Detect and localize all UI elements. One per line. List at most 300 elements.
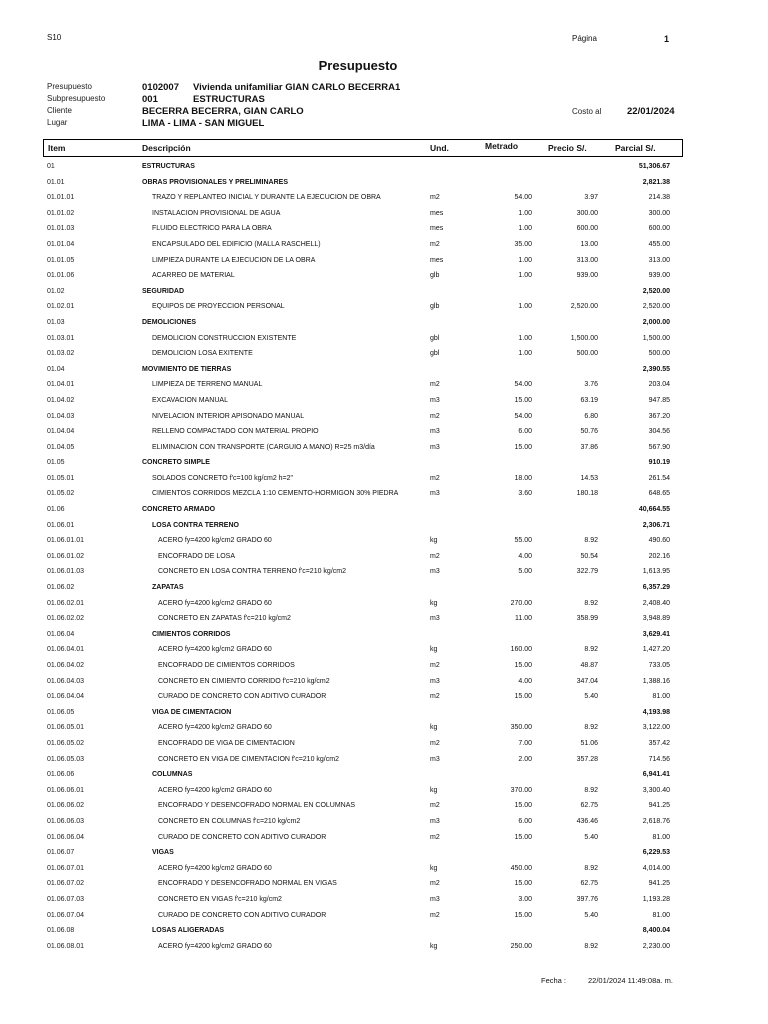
table-row bbox=[0, 815, 768, 831]
item-precio: 357.28 bbox=[576, 755, 598, 763]
item-code: 01.06.06.04 bbox=[47, 833, 84, 841]
table-row bbox=[0, 394, 768, 410]
item-metrado: 18.00 bbox=[514, 474, 532, 482]
item-unit: m3 bbox=[430, 428, 440, 436]
item-precio: 62.75 bbox=[580, 802, 598, 810]
item-parcial: 81.00 bbox=[652, 833, 670, 841]
table-row bbox=[0, 300, 768, 316]
item-code: 01.04.02 bbox=[47, 396, 75, 404]
item-description: OBRAS PROVISIONALES Y PRELIMINARES bbox=[142, 178, 288, 186]
table-row bbox=[0, 628, 768, 644]
item-precio: 500.00 bbox=[576, 350, 598, 358]
table-header bbox=[43, 139, 683, 157]
col-precio: Precio S/. bbox=[548, 143, 587, 153]
item-code: 01.04.04 bbox=[47, 428, 75, 436]
item-metrado: 6.00 bbox=[518, 817, 532, 825]
item-code: 01.06.05.03 bbox=[47, 755, 84, 763]
item-description: CURADO DE CONCRETO CON ADITIVO CURADOR bbox=[158, 693, 327, 701]
item-unit: m3 bbox=[430, 615, 440, 623]
item-parcial: 714.56 bbox=[648, 755, 670, 763]
item-parcial: 733.05 bbox=[648, 662, 670, 669]
item-parcial: 939.00 bbox=[648, 272, 670, 280]
item-unit: kg bbox=[430, 786, 438, 794]
item-code: 01.01 bbox=[47, 178, 65, 186]
item-metrado: 3.00 bbox=[518, 895, 532, 903]
item-description: ENCOFRADO Y DESENCOFRADO NORMAL EN COLUMNAS bbox=[158, 802, 356, 810]
item-code: 01.06.04.03 bbox=[47, 677, 84, 685]
table-row bbox=[0, 410, 768, 426]
item-unit: glb bbox=[430, 303, 440, 311]
table-row bbox=[0, 893, 768, 909]
item-metrado: 450.00 bbox=[510, 864, 532, 872]
item-code: 01.06.07.04 bbox=[47, 911, 84, 919]
item-description: ESTRUCTURAS bbox=[142, 163, 195, 170]
item-unit: mes bbox=[430, 256, 444, 264]
item-description: ENCOFRADO DE LOSA bbox=[158, 552, 236, 560]
cliente-label: Cliente bbox=[47, 106, 72, 115]
col-descripcion: Descripción bbox=[142, 143, 191, 153]
item-parcial: 2,230.00 bbox=[642, 942, 670, 950]
table-row bbox=[0, 784, 768, 800]
item-metrado: 4.00 bbox=[518, 552, 532, 560]
item-code: 01.06.07.02 bbox=[47, 880, 84, 888]
item-parcial: 455.00 bbox=[648, 240, 670, 248]
item-parcial: 1,613.95 bbox=[642, 568, 670, 576]
item-parcial: 4,193.98 bbox=[642, 708, 670, 716]
table-row bbox=[0, 909, 768, 925]
item-precio: 397.76 bbox=[576, 895, 598, 903]
item-parcial: 357.42 bbox=[648, 739, 670, 747]
table-row bbox=[0, 378, 768, 394]
item-unit: m3 bbox=[430, 677, 440, 685]
table-row bbox=[0, 222, 768, 238]
item-description: SEGURIDAD bbox=[142, 287, 185, 295]
item-precio: 436.46 bbox=[576, 817, 598, 825]
item-description: CONCRETO EN LOSA CONTRA TERRENO f'c=210 kg/cm2 bbox=[158, 568, 346, 576]
item-unit: m2 bbox=[430, 412, 440, 420]
item-parcial: 214.38 bbox=[648, 194, 670, 202]
item-description: ACARREO DE MATERIAL bbox=[152, 272, 235, 280]
item-parcial: 2,000.00 bbox=[642, 318, 670, 326]
item-code: 01.06.06.02 bbox=[47, 802, 84, 810]
table-row bbox=[0, 285, 768, 301]
table-row bbox=[0, 160, 768, 176]
item-precio: 358.99 bbox=[576, 615, 598, 623]
table-row bbox=[0, 737, 768, 753]
item-description: EXCAVACION MANUAL bbox=[152, 396, 228, 404]
item-unit: gbl bbox=[430, 350, 440, 358]
item-metrado: 2.00 bbox=[518, 755, 532, 763]
item-metrado: 11.00 bbox=[515, 615, 532, 623]
item-code: 01.06.07 bbox=[47, 849, 75, 857]
item-code: 01.06.04.01 bbox=[47, 646, 84, 654]
item-description: DEMOLICION LOSA EXITENTE bbox=[152, 350, 253, 358]
item-description: CONCRETO EN VIGAS f'c=210 kg/cm2 bbox=[158, 895, 282, 903]
item-parcial: 500.00 bbox=[648, 350, 670, 358]
item-parcial: 40,664.55 bbox=[638, 506, 670, 514]
item-unit: m2 bbox=[430, 194, 440, 202]
item-code: 01.06.08.01 bbox=[47, 942, 84, 950]
item-precio: 8.92 bbox=[584, 864, 598, 872]
item-parcial: 202.16 bbox=[648, 552, 670, 560]
item-unit: m2 bbox=[430, 381, 440, 389]
table-row bbox=[0, 862, 768, 878]
table-row bbox=[0, 363, 768, 379]
item-description: ENCOFRADO DE CIMIENTOS CORRIDOS bbox=[158, 662, 295, 669]
item-parcial: 3,122.00 bbox=[642, 724, 670, 732]
item-parcial: 2,306.71 bbox=[642, 521, 670, 529]
item-unit: m3 bbox=[430, 443, 440, 451]
item-metrado: 1.00 bbox=[518, 225, 532, 233]
item-unit: m2 bbox=[430, 802, 440, 810]
item-unit: mes bbox=[430, 209, 444, 217]
table-row bbox=[0, 176, 768, 192]
item-code: 01.02.01 bbox=[47, 303, 75, 311]
item-metrado: 5.00 bbox=[518, 568, 532, 576]
table-row bbox=[0, 753, 768, 769]
item-unit: m3 bbox=[430, 817, 440, 825]
table-row bbox=[0, 721, 768, 737]
item-unit: m2 bbox=[430, 880, 440, 888]
item-code: 01.06.04.02 bbox=[47, 662, 84, 669]
item-precio: 13.00 bbox=[580, 240, 598, 248]
item-unit: m3 bbox=[430, 396, 440, 404]
item-description: LIMPIEZA DURANTE LA EJECUCION DE LA OBRA bbox=[152, 256, 316, 264]
item-code: 01.06.01.02 bbox=[47, 552, 84, 560]
item-code: 01.03 bbox=[47, 318, 65, 326]
item-metrado: 270.00 bbox=[510, 599, 532, 607]
item-unit: kg bbox=[430, 599, 438, 607]
page-number: 1 bbox=[664, 34, 670, 44]
item-description: CURADO DE CONCRETO CON ADITIVO CURADOR bbox=[158, 833, 327, 841]
item-metrado: 350.00 bbox=[510, 724, 532, 732]
item-description: ACERO fy=4200 kg/cm2 GRADO 60 bbox=[158, 786, 272, 794]
item-description: LOSA CONTRA TERRENO bbox=[152, 521, 239, 529]
item-unit: m3 bbox=[430, 755, 440, 763]
col-metrado: Metrado bbox=[485, 141, 519, 151]
item-code: 01.06.06.01 bbox=[47, 786, 84, 794]
item-metrado: 1.00 bbox=[518, 272, 532, 280]
presupuesto-code: 0102007 bbox=[142, 82, 179, 93]
item-precio: 63.19 bbox=[580, 396, 598, 404]
item-description: NIVELACION INTERIOR APISONADO MANUAL bbox=[152, 412, 305, 420]
table-row bbox=[0, 316, 768, 332]
item-precio: 8.92 bbox=[584, 724, 598, 732]
item-parcial: 367.20 bbox=[648, 412, 670, 420]
table-row bbox=[0, 456, 768, 472]
presupuesto-label: Presupuesto bbox=[47, 82, 92, 91]
item-metrado: 15.00 bbox=[514, 396, 532, 404]
col-item: Item bbox=[48, 143, 66, 153]
item-parcial: 2,520.00 bbox=[642, 287, 670, 295]
item-precio: 51.06 bbox=[580, 739, 598, 747]
item-description: ACERO fy=4200 kg/cm2 GRADO 60 bbox=[158, 724, 272, 732]
table-row bbox=[0, 768, 768, 784]
item-precio: 5.40 bbox=[584, 693, 598, 701]
table-row bbox=[0, 534, 768, 550]
item-metrado: 7.00 bbox=[518, 739, 532, 747]
subpresupuesto-label: Subpresupuesto bbox=[47, 94, 106, 103]
item-metrado: 250.00 bbox=[510, 942, 532, 950]
table-row bbox=[0, 612, 768, 628]
item-unit: m2 bbox=[430, 474, 440, 482]
item-unit: m3 bbox=[430, 568, 440, 576]
item-precio: 5.40 bbox=[584, 833, 598, 841]
item-code: 01.06.07.03 bbox=[47, 895, 84, 903]
item-description: ENCOFRADO DE VIGA DE CIMENTACION bbox=[158, 739, 295, 747]
item-precio: 48.87 bbox=[580, 662, 598, 669]
item-parcial: 2,390.55 bbox=[642, 365, 670, 373]
costo-label: Costo al bbox=[572, 107, 602, 116]
item-description: CONCRETO EN CIMIENTO CORRIDO f'c=210 kg/cm2 bbox=[158, 677, 330, 685]
item-description: INSTALACION PROVISIONAL DE AGUA bbox=[152, 209, 281, 217]
item-precio: 8.92 bbox=[584, 786, 598, 794]
item-code: 01.01.05 bbox=[47, 256, 75, 264]
item-description: LIMPIEZA DE TERRENO MANUAL bbox=[152, 381, 263, 389]
item-precio: 14.53 bbox=[580, 474, 598, 482]
item-description: ELIMINACION CON TRANSPORTE (CARGUIO A MANO) R=25 m3/día bbox=[152, 443, 375, 451]
item-description: FLUIDO ELECTRICO PARA LA OBRA bbox=[152, 225, 272, 233]
table-row bbox=[0, 503, 768, 519]
item-unit: gbl bbox=[430, 334, 440, 342]
item-parcial: 51,306.67 bbox=[638, 163, 670, 170]
table-row bbox=[0, 597, 768, 613]
item-parcial: 941.25 bbox=[648, 880, 670, 888]
table-row bbox=[0, 706, 768, 722]
item-description: CONCRETO ARMADO bbox=[142, 506, 216, 514]
table-row bbox=[0, 675, 768, 691]
cliente-value: BECERRA BECERRA, GIAN CARLO bbox=[142, 106, 304, 117]
item-unit: m2 bbox=[430, 693, 440, 701]
item-description: RELLENO COMPACTADO CON MATERIAL PROPIO bbox=[152, 428, 319, 436]
item-metrado: 1.00 bbox=[518, 209, 532, 217]
item-code: 01.01.01 bbox=[47, 194, 75, 202]
item-description: CIMIENTOS CORRIDOS MEZCLA 1:10 CEMENTO-HORMIGON 30% PIEDRA bbox=[152, 490, 399, 498]
item-parcial: 2,520.00 bbox=[642, 303, 670, 311]
lugar-value: LIMA - LIMA - SAN MIGUEL bbox=[142, 118, 265, 129]
item-precio: 600.00 bbox=[576, 225, 598, 233]
col-und: Und. bbox=[430, 143, 449, 153]
item-precio: 322.79 bbox=[576, 568, 598, 576]
item-unit: m2 bbox=[430, 240, 440, 248]
item-code: 01.02 bbox=[47, 287, 65, 295]
item-metrado: 160.00 bbox=[510, 646, 532, 654]
item-metrado: 15.00 bbox=[514, 662, 532, 669]
item-code: 01.04.01 bbox=[47, 381, 75, 389]
item-precio: 300.00 bbox=[576, 209, 598, 217]
item-code: 01.05.01 bbox=[47, 474, 75, 482]
table-row bbox=[0, 581, 768, 597]
report-code: S10 bbox=[47, 33, 62, 42]
item-code: 01.01.02 bbox=[47, 209, 75, 217]
item-precio: 180.18 bbox=[576, 490, 598, 498]
table-row bbox=[0, 940, 768, 956]
item-parcial: 6,229.53 bbox=[642, 849, 670, 857]
item-metrado: 15.00 bbox=[514, 911, 532, 919]
item-metrado: 1.00 bbox=[518, 334, 532, 342]
item-code: 01.04 bbox=[47, 365, 65, 373]
item-unit: m3 bbox=[430, 895, 440, 903]
table-row bbox=[0, 269, 768, 285]
item-parcial: 6,941.41 bbox=[642, 771, 670, 779]
page-label: Página bbox=[572, 34, 597, 43]
item-unit: m2 bbox=[430, 739, 440, 747]
item-description: CONCRETO SIMPLE bbox=[142, 459, 210, 467]
item-description: COLUMNAS bbox=[152, 771, 193, 779]
item-parcial: 2,821.38 bbox=[642, 178, 670, 186]
item-code: 01.06.05.02 bbox=[47, 739, 84, 747]
item-code: 01.06.05 bbox=[47, 708, 75, 716]
item-code: 01.06.05.01 bbox=[47, 724, 84, 732]
item-metrado: 54.00 bbox=[514, 194, 532, 202]
table-row bbox=[0, 441, 768, 457]
item-parcial: 81.00 bbox=[652, 693, 670, 701]
table-row bbox=[0, 487, 768, 503]
item-code: 01.06.01.01 bbox=[47, 537, 84, 545]
item-metrado: 15.00 bbox=[514, 802, 532, 810]
item-parcial: 3,629.41 bbox=[642, 630, 670, 638]
item-code: 01.05 bbox=[47, 459, 65, 467]
item-code: 01.05.02 bbox=[47, 490, 75, 498]
item-metrado: 3.60 bbox=[518, 490, 532, 498]
item-description: DEMOLICIONES bbox=[142, 318, 197, 326]
item-code: 01.06.02.01 bbox=[47, 599, 84, 607]
item-metrado: 4.00 bbox=[518, 677, 532, 685]
item-precio: 1,500.00 bbox=[570, 334, 598, 342]
item-precio: 8.92 bbox=[584, 537, 598, 545]
item-description: LOSAS ALIGERADAS bbox=[152, 927, 225, 935]
table-row bbox=[0, 191, 768, 207]
item-precio: 62.75 bbox=[580, 880, 598, 888]
item-parcial: 567.90 bbox=[648, 443, 670, 451]
lugar-label: Lugar bbox=[47, 118, 68, 127]
item-unit: kg bbox=[430, 942, 438, 950]
item-description: CONCRETO EN VIGA DE CIMENTACION f'c=210 kg/cm2 bbox=[158, 755, 339, 763]
item-parcial: 2,408.40 bbox=[642, 599, 670, 607]
table-row bbox=[0, 690, 768, 706]
item-description: ACERO fy=4200 kg/cm2 GRADO 60 bbox=[158, 942, 272, 950]
item-parcial: 648.65 bbox=[648, 490, 670, 498]
item-code: 01.06.02 bbox=[47, 584, 75, 592]
item-unit: glb bbox=[430, 272, 440, 280]
item-parcial: 8,400.04 bbox=[642, 927, 670, 935]
item-unit: m2 bbox=[430, 662, 440, 669]
item-parcial: 6,357.29 bbox=[642, 584, 670, 592]
item-metrado: 15.00 bbox=[514, 443, 532, 451]
item-description: DEMOLICION CONSTRUCCION EXISTENTE bbox=[152, 334, 297, 342]
item-precio: 939.00 bbox=[576, 272, 598, 280]
item-description: CIMIENTOS CORRIDOS bbox=[152, 630, 231, 638]
table-row bbox=[0, 347, 768, 363]
item-description: ACERO fy=4200 kg/cm2 GRADO 60 bbox=[158, 599, 272, 607]
table-row bbox=[0, 425, 768, 441]
item-code: 01.03.02 bbox=[47, 350, 75, 358]
item-parcial: 1,388.16 bbox=[642, 677, 670, 685]
table-row bbox=[0, 519, 768, 535]
item-precio: 8.92 bbox=[584, 942, 598, 950]
item-unit: m2 bbox=[430, 911, 440, 919]
item-precio: 313.00 bbox=[576, 256, 598, 264]
item-unit: kg bbox=[430, 724, 438, 732]
item-metrado: 54.00 bbox=[514, 412, 532, 420]
item-parcial: 1,193.28 bbox=[642, 895, 670, 903]
subpresupuesto-name: ESTRUCTURAS bbox=[193, 94, 265, 105]
table-row bbox=[0, 254, 768, 270]
item-code: 01.06.06 bbox=[47, 771, 75, 779]
item-description: ENCAPSULADO DEL EDIFICIO (MALLA RASCHELL) bbox=[152, 240, 321, 248]
item-precio: 5.40 bbox=[584, 911, 598, 919]
item-precio: 6.80 bbox=[584, 412, 598, 420]
item-description: ACERO fy=4200 kg/cm2 GRADO 60 bbox=[158, 864, 272, 872]
table-row bbox=[0, 643, 768, 659]
col-parcial: Parcial S/. bbox=[615, 143, 656, 153]
item-description: MOVIMIENTO DE TIERRAS bbox=[142, 365, 232, 373]
item-unit: kg bbox=[430, 646, 438, 654]
table-row bbox=[0, 924, 768, 940]
table-row bbox=[0, 238, 768, 254]
item-description: ACERO fy=4200 kg/cm2 GRADO 60 bbox=[158, 646, 272, 654]
item-unit: m2 bbox=[430, 552, 440, 560]
presupuesto-name: Vivienda unifamiliar GIAN CARLO BECERRA1 bbox=[193, 82, 401, 93]
item-parcial: 1,500.00 bbox=[642, 334, 670, 342]
item-parcial: 261.54 bbox=[648, 474, 670, 482]
item-parcial: 81.00 bbox=[652, 911, 670, 919]
item-code: 01.06.01 bbox=[47, 521, 75, 529]
table-row bbox=[0, 565, 768, 581]
table-row bbox=[0, 831, 768, 847]
item-parcial: 3,300.40 bbox=[642, 786, 670, 794]
item-parcial: 910.19 bbox=[648, 459, 670, 467]
item-parcial: 203.04 bbox=[648, 381, 670, 389]
subpresupuesto-code: 001 bbox=[142, 94, 158, 105]
item-code: 01.06.01.03 bbox=[47, 568, 84, 576]
item-description: TRAZO Y REPLANTEO INICIAL Y DURANTE LA EJECUCION DE OBRA bbox=[152, 194, 381, 202]
item-precio: 347.04 bbox=[576, 677, 598, 685]
item-metrado: 15.00 bbox=[514, 693, 532, 701]
item-code: 01.04.03 bbox=[47, 412, 75, 420]
item-code: 01.01.03 bbox=[47, 225, 75, 233]
item-precio: 2,520.00 bbox=[570, 303, 598, 311]
item-code: 01 bbox=[47, 163, 55, 170]
table-row bbox=[0, 332, 768, 348]
item-unit: kg bbox=[430, 864, 438, 872]
table-row bbox=[0, 877, 768, 893]
table-row bbox=[0, 659, 768, 675]
budget-table bbox=[0, 160, 768, 955]
item-precio: 37.86 bbox=[580, 443, 598, 451]
table-row bbox=[0, 207, 768, 223]
item-parcial: 3,948.89 bbox=[642, 615, 670, 623]
item-metrado: 370.00 bbox=[510, 786, 532, 794]
costo-date: 22/01/2024 bbox=[627, 106, 675, 117]
item-metrado: 35.00 bbox=[514, 240, 532, 248]
item-parcial: 4,014.00 bbox=[642, 864, 670, 872]
item-description: VIGA DE CIMENTACION bbox=[152, 708, 232, 716]
item-description: CONCRETO EN ZAPATAS f'c=210 kg/cm2 bbox=[158, 615, 291, 623]
item-code: 01.01.04 bbox=[47, 240, 75, 248]
item-metrado: 6.00 bbox=[518, 428, 532, 436]
item-code: 01.03.01 bbox=[47, 334, 75, 342]
item-unit: m2 bbox=[430, 833, 440, 841]
page-title: Presupuesto bbox=[318, 58, 398, 73]
item-code: 01.06.07.01 bbox=[47, 864, 84, 872]
item-parcial: 947.85 bbox=[648, 396, 670, 404]
item-parcial: 2,618.76 bbox=[642, 817, 670, 825]
item-unit: mes bbox=[430, 225, 444, 233]
item-description: SOLADOS CONCRETO f'c=100 kg/cm2 h=2" bbox=[152, 474, 294, 482]
item-parcial: 1,427.20 bbox=[642, 646, 670, 654]
item-code: 01.01.06 bbox=[47, 272, 75, 280]
